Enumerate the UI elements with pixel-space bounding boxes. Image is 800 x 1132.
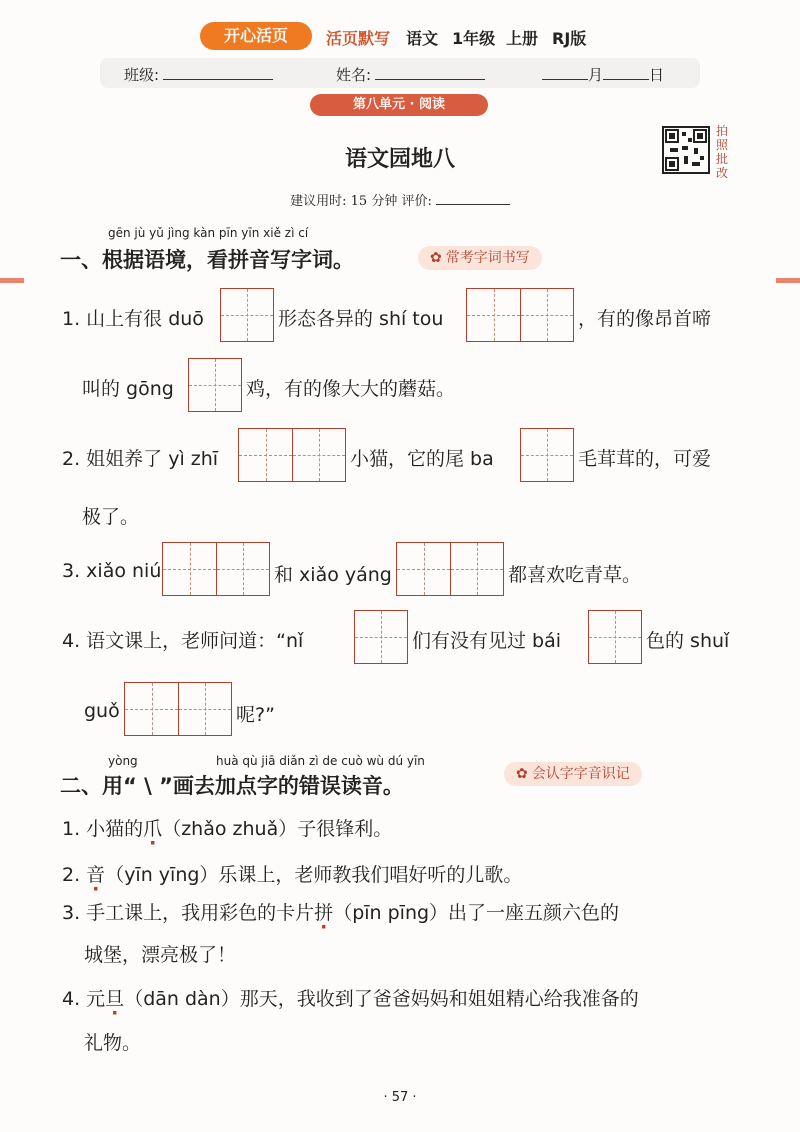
s2-q4-cont: 礼物。 [84,1032,142,1054]
name-label: 姓名: [336,66,372,84]
s1-q3-text-a: 3. xiǎo niú [62,560,162,582]
day-label: 日 [649,66,665,84]
section2-tag: ✿ 会认字字音识记 [504,762,642,786]
answer-box[interactable] [466,288,574,342]
s1-q1-text-e: 鸡，有的像大大的蘑菇。 [246,378,456,400]
section2-pinyin: huà qù jiā diǎn zì de cuò wù dú yīn [216,754,425,768]
s1-q4-text-d: guǒ [84,700,120,722]
s1-q4-text-c: 色的 shuǐ [646,630,730,652]
s1-q4-text-a: 4. 语文课上，老师问道：“nǐ [62,630,304,652]
s1-q1-text-d: 叫的 gōng [82,378,174,400]
answer-box[interactable] [520,428,574,482]
answer-box[interactable] [396,542,504,596]
section1-pinyin: gēn jù yǔ jìng kàn pīn yīn xiě zì cí [108,226,309,240]
page-number: · 57 · [383,1090,417,1105]
date-field[interactable] [542,64,664,85]
s2-q1: 1. 小猫的爪（zhǎo zhuǎ）子很锋利。 [62,818,393,840]
series-label: 活页默写 [326,29,391,48]
section1-tag: ✿ 常考字词书写 [418,246,542,270]
name-field[interactable] [336,64,485,85]
dotted-char: 爪 [143,818,163,840]
section2-heading: 二、用“ \ ”画去加点字的错误读音。 [60,774,404,798]
s1-q1-text-c: ，有的像昂首啼 [578,308,712,330]
s2-q3-cont: 城堡，漂亮极了！ [84,944,237,966]
answer-box[interactable] [188,358,242,412]
s1-q1-text-a: 1. 山上有很 duō [62,308,204,330]
class-label: 班级: [124,66,160,84]
s1-q4-text-e: 呢?” [236,704,275,726]
s1-q3-text-c: 都喜欢吃青草。 [508,564,642,586]
unit-tab: 第八单元 · 阅读 [310,94,488,116]
dotted-char: 拼 [314,902,334,924]
dotted-char: 音 [86,864,106,886]
s1-q3-text-b: 和 xiǎo yáng [274,564,392,586]
s2-q4: 4. 元旦（dān dàn）那天，我收到了爸爸妈妈和姐姐精心给我准备的 [62,988,639,1010]
s1-q2-text-b: 小猫，它的尾 ba [350,448,494,470]
answer-box[interactable] [124,682,232,736]
qr-code-icon[interactable] [662,126,710,174]
s2-q3: 3. 手工课上，我用彩色的卡片拼（pīn pīng）出了一座五颜六色的 [62,902,620,924]
grade-label: 1年级 [452,29,496,48]
class-field[interactable] [124,64,273,85]
right-margin-mark [776,278,800,283]
scan-grading-label: 拍照批改 [716,124,729,180]
section2-pinyin-yong: yòng [108,754,138,768]
s1-q2-text-d: 极了。 [82,506,140,528]
answer-box[interactable] [220,288,274,342]
s2-q2: 2. 音（yīn yīng）乐课上，老师教我们唱好听的儿歌。 [62,864,523,886]
term-label: 上册 [506,29,539,48]
section1-heading: 一、根据语境，看拼音写字词。 [60,248,354,272]
suggested-time: 建议用时: 15 分钟 评价: [0,190,800,209]
answer-box[interactable] [588,610,642,664]
left-margin-mark [0,278,24,283]
s1-q4-text-b: 们有没有见过 bái [412,630,562,652]
answer-box[interactable] [354,610,408,664]
month-label: 月 [588,66,604,84]
s1-q2-text-c: 毛茸茸的，可爱 [578,448,712,470]
answer-box[interactable] [238,428,346,482]
page-title: 语文园地八 [344,147,455,172]
s1-q1-text-b: 形态各异的 shí tou [278,308,444,330]
subject-label: 语文 [406,29,439,48]
answer-box[interactable] [162,542,270,596]
brand-logo: 开心活页 [200,22,312,50]
s1-q2-text-a: 2. 姐姐养了 yì zhī [62,448,219,470]
dotted-char: 旦 [105,988,125,1010]
edition-label: RJ版 [552,29,587,48]
